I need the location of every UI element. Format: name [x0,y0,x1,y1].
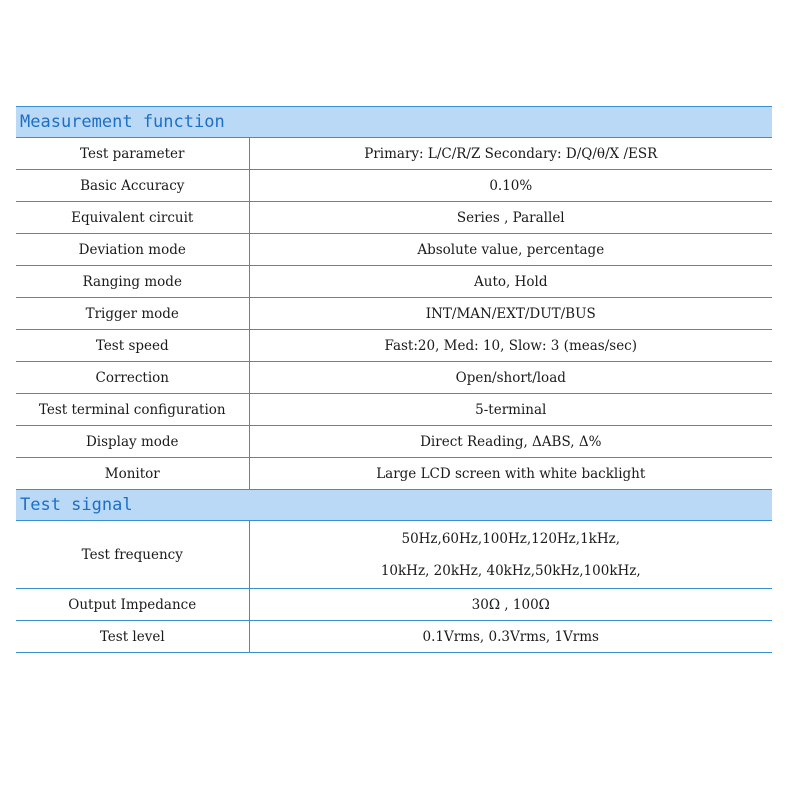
row-value: Fast:20, Med: 10, Slow: 3 (meas/sec) [249,330,772,362]
table-row [16,234,772,266]
row-label: Deviation mode [16,234,249,266]
table-row [16,330,772,362]
row-label: Display mode [16,426,249,458]
frequency-line-2: 10kHz, 20kHz, 40kHz,50kHz,100kHz, [380,562,641,579]
table-row [16,521,772,589]
table-row [16,458,772,490]
section-title: Test signal [16,490,772,521]
row-label: Correction [16,362,249,394]
table-row [16,621,772,653]
row-value: Open/short/load [249,362,772,394]
row-label: Ranging mode [16,266,249,298]
row-label: Output Impedance [16,589,249,621]
spec-table [16,106,772,653]
table-row [16,170,772,202]
row-value: 30Ω , 100Ω [249,589,772,621]
row-value: 5-terminal [249,394,772,426]
table-row [16,362,772,394]
row-label: Test frequency [16,521,249,589]
row-label: Test parameter [16,138,249,170]
row-label: Basic Accuracy [16,170,249,202]
row-label: Test terminal configuration [16,394,249,426]
section-header-test-signal [16,490,772,521]
row-value: Large LCD screen with white backlight [249,458,772,490]
row-value: 0.10% [249,170,772,202]
row-value: INT/MAN/EXT/DUT/BUS [249,298,772,330]
table-row [16,202,772,234]
table-row [16,138,772,170]
row-value: Absolute value, percentage [249,234,772,266]
section-title: Measurement function [16,107,772,138]
row-label: Test level [16,621,249,653]
row-value: Primary: L/C/R/Z Secondary: D/Q/θ/X /ESR [249,138,772,170]
table-row [16,298,772,330]
table-row [16,589,772,621]
row-value [249,521,772,589]
section-header-measurement [16,107,772,138]
row-label: Monitor [16,458,249,490]
table-row [16,266,772,298]
row-value: Auto, Hold [249,266,772,298]
table-row [16,394,772,426]
row-label: Trigger mode [16,298,249,330]
row-value: Direct Reading, ΔABS, Δ% [249,426,772,458]
row-label: Equivalent circuit [16,202,249,234]
row-value: 0.1Vrms, 0.3Vrms, 1Vrms [249,621,772,653]
table-row [16,426,772,458]
row-label: Test speed [16,330,249,362]
row-value: Series , Parallel [249,202,772,234]
frequency-line-1: 50Hz,60Hz,100Hz,120Hz,1kHz, [401,530,621,547]
